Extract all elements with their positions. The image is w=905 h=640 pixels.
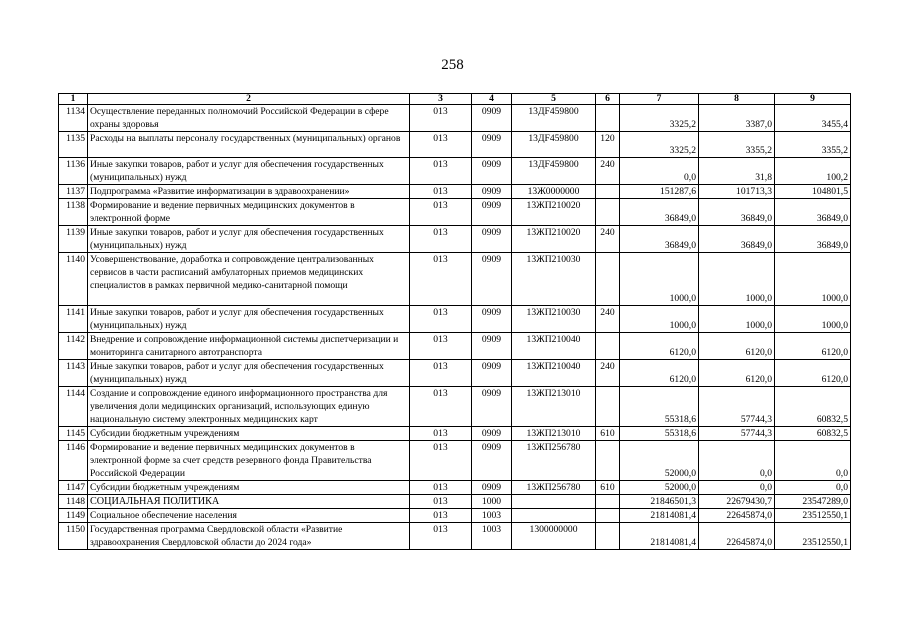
row-section-code: 0909 [472, 480, 512, 494]
row-expense-type: 240 [596, 359, 620, 386]
row-number: 1149 [59, 508, 88, 522]
row-expense-type: 120 [596, 132, 620, 158]
row-ministry-code: 013 [410, 426, 472, 440]
row-section-code: 0909 [472, 253, 512, 305]
row-amount-year2: 1000,0 [699, 253, 775, 305]
row-target-code: 13ЖП210040 [512, 359, 596, 386]
row-section-code: 0909 [472, 305, 512, 332]
row-number: 1142 [59, 332, 88, 359]
row-target-code: 13ЖП210020 [512, 199, 596, 226]
row-ministry-code: 013 [410, 158, 472, 185]
row-amount-year3: 36849,0 [775, 226, 851, 253]
row-expense-type [596, 522, 620, 549]
row-amount-year2: 6120,0 [699, 359, 775, 386]
row-name: Государственная программа Свердловской области «Развитие здравоохранения Свердловской области до 2024 года» [88, 522, 410, 549]
row-name: Субсидии бюджетным учреждениям [88, 480, 410, 494]
row-section-code: 0909 [472, 199, 512, 226]
row-ministry-code: 013 [410, 508, 472, 522]
row-ministry-code: 013 [410, 494, 472, 508]
row-amount-year1: 21814081,4 [620, 508, 699, 522]
table-row [59, 305, 851, 332]
row-target-code: 13ЖП210030 [512, 305, 596, 332]
row-amount-year3: 3455,4 [775, 105, 851, 132]
row-expense-type [596, 105, 620, 132]
row-ministry-code: 013 [410, 332, 472, 359]
row-name: Осуществление переданных полномочий Российской Федерации в сфере охраны здоровья [88, 105, 410, 132]
row-ministry-code: 013 [410, 253, 472, 305]
table-row [59, 226, 851, 253]
row-amount-year1: 6120,0 [620, 332, 699, 359]
row-amount-year3: 6120,0 [775, 359, 851, 386]
row-amount-year2: 22645874,0 [699, 508, 775, 522]
table-row [59, 132, 851, 158]
row-target-code: 13ДF459800 [512, 105, 596, 132]
row-number: 1134 [59, 105, 88, 132]
row-expense-type [596, 508, 620, 522]
row-amount-year3: 0,0 [775, 480, 851, 494]
column-header: 4 [472, 94, 512, 105]
table-row [59, 185, 851, 199]
row-amount-year2: 1000,0 [699, 305, 775, 332]
row-target-code: 13ЖП210020 [512, 226, 596, 253]
row-amount-year1: 6120,0 [620, 359, 699, 386]
column-header: 3 [410, 94, 472, 105]
row-name: Создание и сопровождение единого информационного пространства для увеличения доли медицинских организаций, использующих единую национальную систему электронных медицинских карт [88, 386, 410, 426]
row-ministry-code: 013 [410, 132, 472, 158]
row-amount-year3: 60832,5 [775, 426, 851, 440]
table-row [59, 105, 851, 132]
row-amount-year2: 0,0 [699, 440, 775, 480]
row-target-code: 13ЖП256780 [512, 480, 596, 494]
row-expense-type [596, 440, 620, 480]
row-target-code: 13ЖП213010 [512, 426, 596, 440]
row-amount-year1: 3325,2 [620, 105, 699, 132]
row-expense-type: 610 [596, 480, 620, 494]
row-name: Иные закупки товаров, работ и услуг для обеспечения государственных (муниципальных) нужд [88, 158, 410, 185]
row-number: 1143 [59, 359, 88, 386]
row-target-code: 13Ж0000000 [512, 185, 596, 199]
row-amount-year1: 52000,0 [620, 480, 699, 494]
row-amount-year2: 31,8 [699, 158, 775, 185]
row-amount-year3: 36849,0 [775, 199, 851, 226]
row-amount-year1: 151287,6 [620, 185, 699, 199]
row-amount-year2: 0,0 [699, 480, 775, 494]
row-ministry-code: 013 [410, 522, 472, 549]
table-header-row [59, 94, 851, 105]
row-ministry-code: 013 [410, 386, 472, 426]
row-target-code [512, 494, 596, 508]
row-amount-year3: 104801,5 [775, 185, 851, 199]
table-row [59, 426, 851, 440]
row-amount-year3: 23512550,1 [775, 508, 851, 522]
row-target-code: 13ЖП213010 [512, 386, 596, 426]
row-number: 1140 [59, 253, 88, 305]
row-name: Субсидии бюджетным учреждениям [88, 426, 410, 440]
row-target-code: 13ДF459800 [512, 132, 596, 158]
row-amount-year3: 1000,0 [775, 253, 851, 305]
row-section-code: 0909 [472, 359, 512, 386]
row-ministry-code: 013 [410, 185, 472, 199]
row-section-code: 0909 [472, 226, 512, 253]
row-name: Формирование и ведение первичных медицинских документов в электронной форме за счет средств резервного фонда Правительства Российской Федерации [88, 440, 410, 480]
row-ministry-code: 013 [410, 226, 472, 253]
table-row [59, 359, 851, 386]
row-number: 1138 [59, 199, 88, 226]
row-number: 1150 [59, 522, 88, 549]
row-expense-type: 240 [596, 226, 620, 253]
row-amount-year1: 55318,6 [620, 426, 699, 440]
row-target-code: 13ЖП210040 [512, 332, 596, 359]
row-name: Расходы на выплаты персоналу государственных (муниципальных) органов [88, 132, 410, 158]
row-expense-type [596, 494, 620, 508]
row-amount-year3: 23547289,0 [775, 494, 851, 508]
row-amount-year1: 36849,0 [620, 199, 699, 226]
column-header: 7 [620, 94, 699, 105]
column-header: 1 [59, 94, 88, 105]
row-amount-year2: 22645874,0 [699, 522, 775, 549]
row-amount-year2: 36849,0 [699, 226, 775, 253]
row-expense-type [596, 185, 620, 199]
row-amount-year1: 52000,0 [620, 440, 699, 480]
row-amount-year1: 3325,2 [620, 132, 699, 158]
row-ministry-code: 013 [410, 440, 472, 480]
row-amount-year1: 0,0 [620, 158, 699, 185]
row-number: 1146 [59, 440, 88, 480]
row-ministry-code: 013 [410, 105, 472, 132]
row-expense-type [596, 386, 620, 426]
row-number: 1145 [59, 426, 88, 440]
row-amount-year2: 22679430,7 [699, 494, 775, 508]
row-amount-year3: 1000,0 [775, 305, 851, 332]
row-number: 1141 [59, 305, 88, 332]
row-number: 1147 [59, 480, 88, 494]
table-row [59, 480, 851, 494]
column-header: 8 [699, 94, 775, 105]
row-amount-year1: 36849,0 [620, 226, 699, 253]
row-ministry-code: 013 [410, 480, 472, 494]
row-section-code: 0909 [472, 105, 512, 132]
row-target-code: 1300000000 [512, 522, 596, 549]
row-section-code: 0909 [472, 158, 512, 185]
row-section-code: 0909 [472, 132, 512, 158]
column-header: 9 [775, 94, 851, 105]
row-number: 1137 [59, 185, 88, 199]
table-row [59, 253, 851, 305]
row-target-code: 13ДF459800 [512, 158, 596, 185]
row-expense-type [596, 199, 620, 226]
row-amount-year3: 100,2 [775, 158, 851, 185]
table-row [59, 494, 851, 508]
row-amount-year3: 23512550,1 [775, 522, 851, 549]
row-name: Иные закупки товаров, работ и услуг для обеспечения государственных (муниципальных) нужд [88, 226, 410, 253]
row-amount-year1: 1000,0 [620, 253, 699, 305]
row-name: Социальное обеспечение населения [88, 508, 410, 522]
table-row [59, 386, 851, 426]
row-amount-year1: 55318,6 [620, 386, 699, 426]
column-header: 2 [88, 94, 410, 105]
row-section-code: 0909 [472, 386, 512, 426]
row-ministry-code: 013 [410, 199, 472, 226]
row-number: 1135 [59, 132, 88, 158]
table-row [59, 332, 851, 359]
row-name: Иные закупки товаров, работ и услуг для обеспечения государственных (муниципальных) нужд [88, 359, 410, 386]
row-expense-type [596, 253, 620, 305]
row-number: 1139 [59, 226, 88, 253]
column-header: 5 [512, 94, 596, 105]
row-amount-year2: 36849,0 [699, 199, 775, 226]
row-amount-year3: 0,0 [775, 440, 851, 480]
row-amount-year2: 3387,0 [699, 105, 775, 132]
table-row [59, 508, 851, 522]
row-number: 1144 [59, 386, 88, 426]
row-section-code: 0909 [472, 332, 512, 359]
row-ministry-code: 013 [410, 359, 472, 386]
row-expense-type: 240 [596, 305, 620, 332]
page-number: 258 [441, 57, 464, 73]
row-amount-year3: 6120,0 [775, 332, 851, 359]
row-number: 1148 [59, 494, 88, 508]
row-name: Подпрограмма «Развитие информатизации в здравоохранении» [88, 185, 410, 199]
row-expense-type [596, 332, 620, 359]
row-target-code: 13ЖП210030 [512, 253, 596, 305]
row-amount-year3: 60832,5 [775, 386, 851, 426]
row-number: 1136 [59, 158, 88, 185]
row-amount-year1: 1000,0 [620, 305, 699, 332]
row-amount-year1: 21814081,4 [620, 522, 699, 549]
row-amount-year3: 3355,2 [775, 132, 851, 158]
row-name: Иные закупки товаров, работ и услуг для обеспечения государственных (муниципальных) нужд [88, 305, 410, 332]
row-amount-year2: 6120,0 [699, 332, 775, 359]
budget-table [58, 93, 851, 550]
row-amount-year2: 57744,3 [699, 426, 775, 440]
row-target-code [512, 508, 596, 522]
row-section-code: 1003 [472, 508, 512, 522]
table-row [59, 440, 851, 480]
row-amount-year2: 3355,2 [699, 132, 775, 158]
row-section-code: 1003 [472, 522, 512, 549]
table-row [59, 522, 851, 549]
row-section-code: 0909 [472, 440, 512, 480]
row-name: СОЦИАЛЬНАЯ ПОЛИТИКА [88, 494, 410, 508]
row-section-code: 1000 [472, 494, 512, 508]
table-row [59, 158, 851, 185]
column-header: 6 [596, 94, 620, 105]
row-target-code: 13ЖП256780 [512, 440, 596, 480]
row-amount-year1: 21846501,3 [620, 494, 699, 508]
row-section-code: 0909 [472, 185, 512, 199]
row-amount-year2: 101713,3 [699, 185, 775, 199]
row-amount-year2: 57744,3 [699, 386, 775, 426]
row-name: Внедрение и сопровождение информационной системы диспетчеризации и мониторинга санитарного автотранспорта [88, 332, 410, 359]
row-expense-type: 240 [596, 158, 620, 185]
table-row [59, 199, 851, 226]
row-ministry-code: 013 [410, 305, 472, 332]
row-expense-type: 610 [596, 426, 620, 440]
row-section-code: 0909 [472, 426, 512, 440]
row-name: Формирование и ведение первичных медицинских документов в электронной форме [88, 199, 410, 226]
row-name: Усовершенствование, доработка и сопровождение централизованных сервисов в части расписаний амбулаторных приемов медицинских специалистов в рамках первичной медико-санитарной помощи [88, 253, 410, 305]
